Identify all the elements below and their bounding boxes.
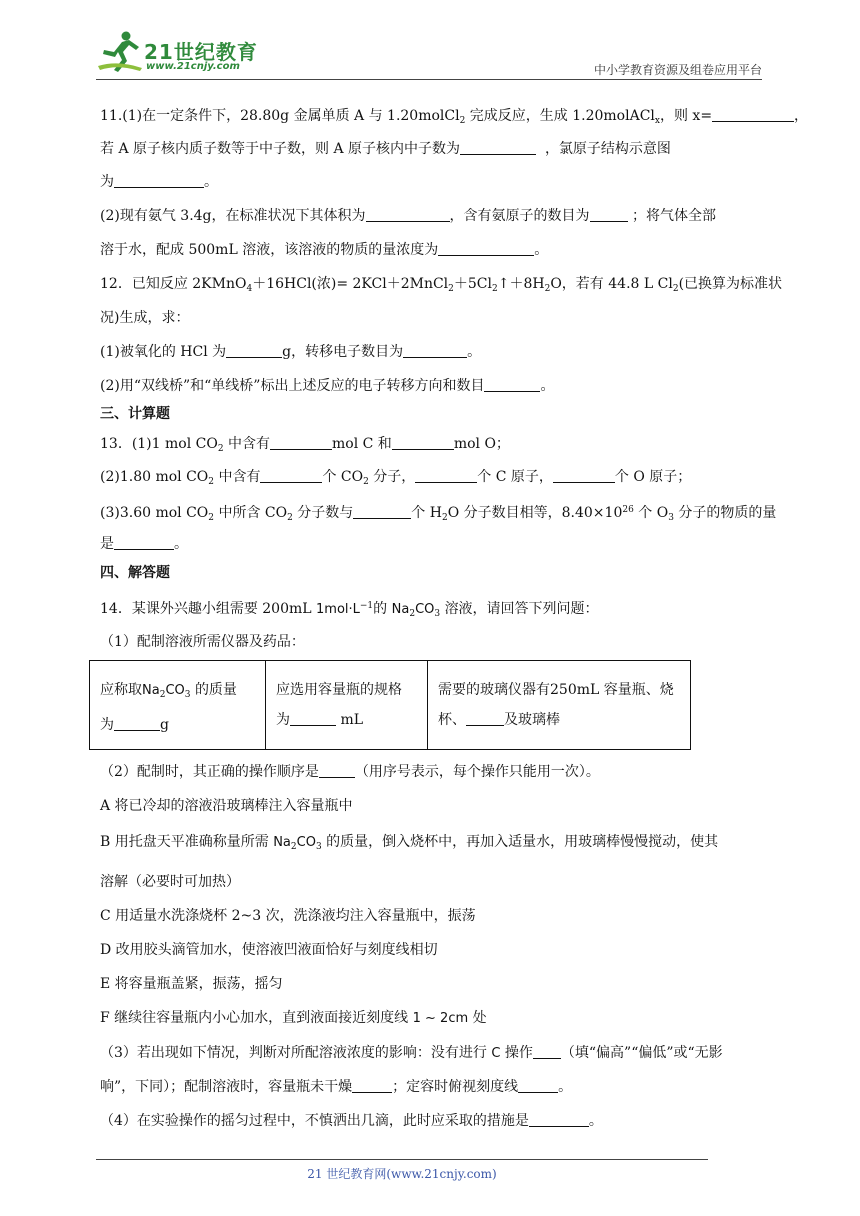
answer-blank[interactable] (392, 435, 454, 450)
answer-blank[interactable] (466, 711, 504, 726)
answer-blank[interactable] (460, 140, 536, 155)
q14-part-2: （2）配制时，其正确的操作顺序是 （用序号表示，每个操作只能用一次）。 (100, 764, 600, 780)
answer-blank[interactable] (114, 173, 204, 188)
q13-line-3: (3)3.60 mol $CO_2$ 中所含 $CO_2$ 分子数与 个 $H_2O$ 分子数目相等，$8.40\times 10^{26}$ 个 $O_3$ 分子的物质的量 (100, 505, 777, 523)
answer-blank[interactable] (518, 1078, 558, 1093)
answer-blank[interactable] (226, 343, 282, 358)
logo-url: www.21cnjy.com (146, 61, 240, 72)
q14-intro: 14．某课外兴趣小组需要 200mL $1mol\cdot L^{-1}$的 $Na_2CO_3$ 溶液，请回答下列问题： (100, 601, 599, 619)
table-cell: 需要的玻璃仪器有250mL 容量瓶、烧 杯、 及玻璃棒 (438, 682, 674, 728)
answer-blank[interactable] (290, 711, 336, 726)
answer-blank[interactable] (114, 716, 160, 731)
table-cell: 应称取$Na_2CO_3$ 的质量 为 g (90, 661, 266, 749)
table-cell: 应选用容量瓶的规格 为 mL (266, 661, 428, 749)
answer-blank[interactable] (403, 343, 467, 358)
q12-line-3: (1)被氧化的 HCl 为 g，转移电子数目为 。 (100, 344, 482, 360)
answer-blank[interactable] (366, 207, 450, 222)
q11-line-3: 为 。 (100, 174, 218, 190)
answer-blank[interactable] (352, 1078, 392, 1093)
step-e: E 将容量瓶盖紧，振荡，摇匀 (100, 976, 283, 992)
answer-blank[interactable] (533, 1044, 561, 1059)
answer-blank[interactable] (270, 435, 332, 450)
q14-part-3: （3）若出现如下情况，判断对所配溶液浓度的影响：没有进行 C 操作 （填“偏高”“偏低”或“无影 (100, 1045, 723, 1061)
answer-blank[interactable] (260, 468, 322, 483)
answer-blank[interactable] (319, 763, 355, 778)
q12-line-4: (2)用“双线桥”和“单线桥”标出上述反应的电子转移方向和数目 。 (100, 378, 555, 394)
platform-name: 中小学教育资源及组卷应用平台 (593, 63, 762, 77)
q11-line-1: 11.(1)在一定条件下，28.80g 金属单质 A 与 1.20molCl$_2$ 完成反应，生成 1.20molACl$_x$，则 x= ， (100, 108, 809, 126)
step-c: C 用适量水洗涤烧杯 2~3 次，洗涤液均注入容量瓶中，振荡 (100, 908, 476, 924)
step-d: D 改用胶头滴管加水，使溶液凹液面恰好与刻度线相切 (100, 942, 438, 958)
answer-blank[interactable] (553, 468, 615, 483)
q13-line-2: (2)1.80 mol $CO_2$ 中含有 个 $CO_2$ 分子， 个 C 原子， 个 O 原子； (100, 469, 692, 487)
runner-icon (96, 30, 144, 76)
answer-blank[interactable] (438, 241, 534, 256)
footer-text: 21 世纪教育网(www.21cnjy.com) (307, 1167, 497, 1181)
page-header (96, 30, 762, 78)
answer-blank[interactable] (353, 504, 411, 519)
footer-divider (96, 1159, 708, 1160)
section-heading: 四、解答题 (100, 565, 170, 581)
q14-part-3-cont: 响”，下同）；配制溶液时，容量瓶未干燥 ；定容时俯视刻度线 。 (100, 1079, 573, 1095)
q13-line-1: 13．(1)1 mol $CO_2$ 中含有 mol C 和 mol O； (100, 436, 510, 454)
answer-blank[interactable] (712, 107, 794, 122)
q13-line-4: 是 。 (100, 536, 188, 552)
header-divider (96, 79, 762, 80)
step-a: A 将已冷却的溶液沿玻璃棒注入容量瓶中 (100, 798, 353, 814)
answer-blank[interactable] (114, 535, 174, 550)
step-f: F 继续往容量瓶内小心加水，直到液面接近刻度线 1 ~ 2cm 处 (100, 1010, 487, 1026)
logo (96, 30, 266, 78)
step-b: B 用托盘天平准确称量所需 $Na_2CO_3$ 的质量，倒入烧杯中，再加入适量水，用玻璃棒慢慢搅动，使其 (100, 834, 719, 852)
logo-title: 21世纪教育 (144, 40, 258, 64)
q11-line-4: (2)现有氨气 3.4g，在标准状况下其体积为 ，含有氨原子的数目为 ；将气体全部 (100, 208, 716, 224)
section-heading: 三、计算题 (100, 406, 170, 422)
q11-line-2: 若 A 原子核内质子数等于中子数，则 A 原子核内中子数为 ，氯原子结构示意图 (100, 141, 671, 157)
q11-line-5: 溶于水，配成 500mL 溶液，该溶液的物质的量浓度为 。 (100, 242, 549, 258)
q14-part-4: （4）在实验操作的摇匀过程中，不慎洒出几滴，此时应采取的措施是 。 (100, 1113, 603, 1129)
answer-blank[interactable] (529, 1112, 589, 1127)
answer-blank[interactable] (590, 207, 628, 222)
answer-blank[interactable] (484, 377, 540, 392)
q12-line-2: 况)生成，求： (100, 310, 190, 326)
q14-part-1: （1）配制溶液所需仪器及药品： (100, 634, 305, 650)
answer-blank[interactable] (415, 468, 477, 483)
step-b-cont: 溶解（必要时可加热） (100, 874, 240, 890)
q12-line-1: 12．已知反应 2KMnO$_4$＋16HCl(浓)= $2KCl+2MnCl_2+5Cl_2↑+8H_2O$，若有 44.8 L $Cl_2$(已换算为标准状 (100, 276, 783, 294)
instrument-table (89, 660, 691, 750)
